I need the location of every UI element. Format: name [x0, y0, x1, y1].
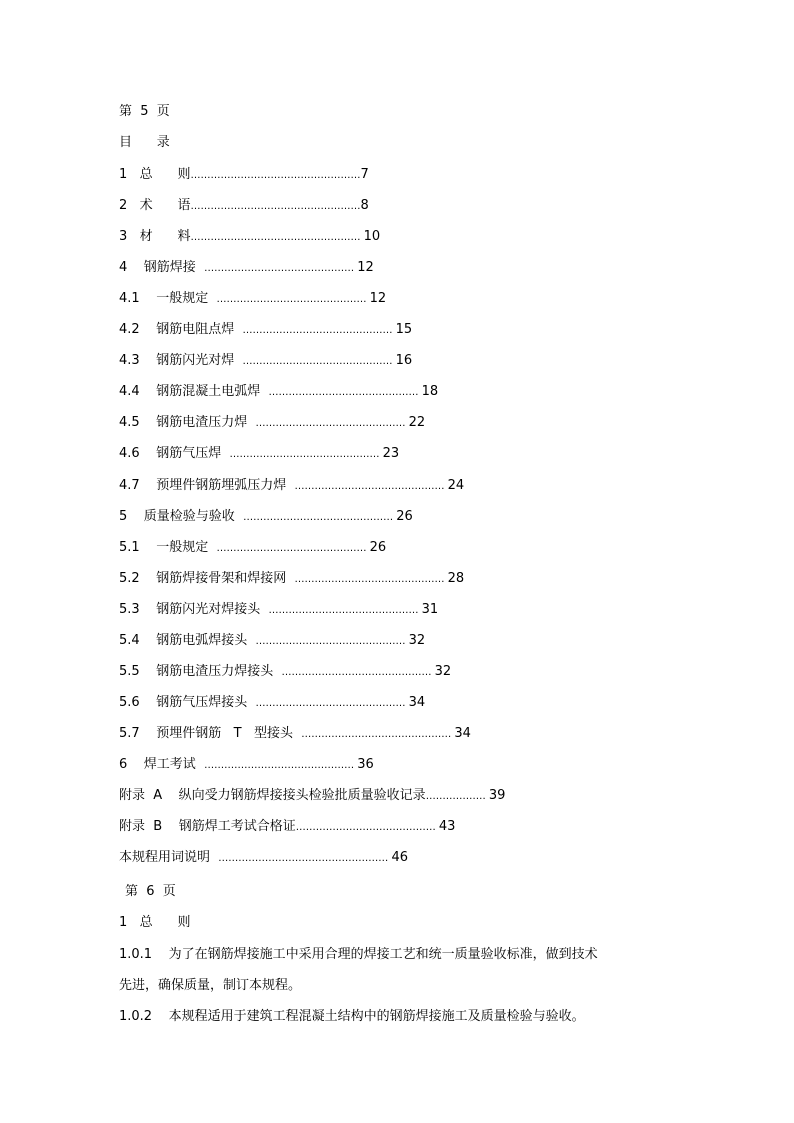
toc-entry[interactable] [119, 693, 425, 713]
toc-entry[interactable] [119, 289, 386, 309]
paragraph-1-0-1-line-2: 先进，确保质量，制订本规程。 [119, 978, 302, 993]
toc-entry-page-number: 23 [382, 446, 400, 461]
toc-entry-title: 5.2 钢筋焊接骨架和焊接网 [119, 571, 295, 586]
toc-title: 目 录 [119, 135, 170, 150]
toc-entry-page-number: 46 [391, 850, 408, 865]
toc-entry[interactable] [119, 662, 451, 682]
toc-entry-leader: ……………………………………… [229, 449, 383, 460]
toc-entry-leader: ……………………………………… [204, 263, 358, 274]
toc-entry-leader: ……………………………………… [255, 418, 409, 429]
toc-entry[interactable] [119, 724, 471, 744]
toc-entry-title: 4 钢筋焊接 [119, 260, 205, 275]
toc-entry-page-number: 12 [357, 260, 374, 275]
toc-entry-title: 4.6 钢筋气压焊 [119, 446, 230, 461]
toc-entry-leader: …………………………………………… [190, 232, 364, 243]
toc-entry-title: 4.5 钢筋电渣压力焊 [119, 415, 256, 430]
toc-entry-leader: ……………………………………… [281, 667, 435, 678]
toc-entry-leader: ……………………………………… [242, 325, 396, 336]
toc-entry[interactable] [119, 258, 374, 278]
toc-entry-leader: ……………………………………… [268, 387, 422, 398]
toc-entry-page-number: 24 [447, 478, 465, 493]
toc-entry-page-number: 16 [395, 353, 413, 368]
toc-entry-page-number: 39 [488, 788, 506, 803]
toc-entry-leader: ……………………………………… [294, 481, 448, 492]
toc-entry-leader: ……………………………………… [216, 294, 370, 305]
toc-entry-page-number: 7 [360, 167, 369, 182]
toc-entry[interactable] [119, 351, 412, 371]
toc-entry-leader: …………………………………… [295, 822, 439, 833]
toc-entry-title: 4.3 钢筋闪光对焊 [119, 353, 243, 368]
toc-entry-title: 6 焊工考试 [119, 757, 205, 772]
toc-entry-leader: ……………………………………… [268, 605, 422, 616]
toc-entry-page-number: 32 [408, 633, 426, 648]
toc-entry-page-number: 18 [421, 384, 439, 399]
toc-entry-leader: ……………………………………… [294, 574, 448, 585]
toc-entry-title: 5 质量检验与验收 [119, 509, 244, 524]
toc-entry-page-number: 12 [369, 291, 387, 306]
toc-entry-title: 5.5 钢筋电渣压力焊接头 [119, 664, 282, 679]
toc-entry[interactable] [119, 444, 399, 464]
toc-entry-page-number: 43 [438, 819, 456, 834]
toc-entry-leader: ……………… [425, 791, 489, 802]
toc-entry[interactable] [119, 413, 425, 433]
toc-entry-title: 5.7 预埋件钢筋 T 型接头 [119, 726, 302, 741]
toc-entry-page-number: 31 [421, 602, 439, 617]
toc-entry-leader: ……………………………………… [242, 356, 396, 367]
toc-entry-title: 3 材 料 [119, 229, 191, 244]
toc-entry-page-number: 22 [408, 415, 426, 430]
toc-entry-leader: …………………………………………… [190, 170, 361, 181]
toc-entry-title: 5.3 钢筋闪光对焊接头 [119, 602, 269, 617]
toc-entry-page-number: 28 [447, 571, 465, 586]
page-heading-5: 第 5 页 [119, 104, 170, 119]
toc-entry-leader: ……………………………………… [255, 636, 409, 647]
toc-entry-title: 本规程用词说明 [119, 850, 219, 865]
toc-entry[interactable] [119, 196, 369, 216]
toc-entry[interactable] [119, 755, 374, 775]
page-heading-6: 第 6 页 [125, 884, 176, 899]
toc-entry-title: 附录 A 纵向受力钢筋焊接接头检验批质量验收记录 [119, 788, 426, 803]
toc-entry[interactable] [119, 817, 455, 837]
paragraph-1-0-2: 1.0.2 本规程适用于建筑工程混凝土结构中的钢筋焊接施工及质量检验与验收。 [119, 1009, 585, 1024]
toc-entry-title: 4.2 钢筋电阻点焊 [119, 322, 243, 337]
toc-entry[interactable] [119, 165, 369, 185]
toc-entry-title: 5.6 钢筋气压焊接头 [119, 695, 256, 710]
toc-entry-leader: ……………………………………… [216, 543, 370, 554]
toc-entry-leader: …………………………………………… [218, 853, 392, 864]
toc-entry-leader: ……………………………………… [243, 512, 397, 523]
toc-entry-leader: ……………………………………… [204, 760, 358, 771]
paragraph-1-0-1-line-1: 1.0.1 为了在钢筋焊接施工中采用合理的焊接工艺和统一质量验收标准，做到技术 [119, 947, 598, 962]
toc-entry[interactable] [119, 600, 438, 620]
toc-entry-leader: …………………………………………… [190, 201, 361, 212]
toc-entry-page-number: 32 [434, 664, 452, 679]
toc-entry-title: 4.1 一般规定 [119, 291, 217, 306]
toc-entry-page-number: 15 [395, 322, 413, 337]
toc-entry-page-number: 26 [369, 540, 387, 555]
chapter-1-title: 1 总 则 [119, 915, 191, 930]
toc-entry-title: 5.1 一般规定 [119, 540, 217, 555]
toc-entry[interactable] [119, 786, 505, 806]
toc-entry-title: 4.4 钢筋混凝土电弧焊 [119, 384, 269, 399]
toc-entry-page-number: 34 [408, 695, 426, 710]
toc-entry[interactable] [119, 507, 413, 527]
toc-entry-leader: ……………………………………… [255, 698, 409, 709]
toc-entry[interactable] [119, 320, 412, 340]
toc-entry-page-number: 34 [454, 726, 471, 741]
toc-entry-page-number: 10 [363, 229, 381, 244]
toc-entry-page-number: 8 [360, 198, 369, 213]
toc-entry[interactable] [119, 476, 464, 496]
toc-entry[interactable] [119, 227, 380, 247]
toc-entry[interactable] [119, 631, 425, 651]
toc-entry-title: 4.7 预埋件钢筋埋弧压力焊 [119, 478, 295, 493]
toc-entry-title: 5.4 钢筋电弧焊接头 [119, 633, 256, 648]
toc-entry[interactable] [119, 538, 386, 558]
toc-entry-page-number: 36 [357, 757, 374, 772]
toc-entry[interactable] [119, 382, 438, 402]
toc-entry-page-number: 26 [396, 509, 413, 524]
toc-entry-title: 附录 B 钢筋焊工考试合格证 [119, 819, 296, 834]
toc-entry-leader: ……………………………………… [301, 729, 455, 740]
toc-entry[interactable] [119, 569, 464, 589]
toc-entry-title: 1 总 则 [119, 167, 191, 182]
toc-entry-title: 2 术 语 [119, 198, 191, 213]
toc-entry[interactable] [119, 848, 408, 868]
